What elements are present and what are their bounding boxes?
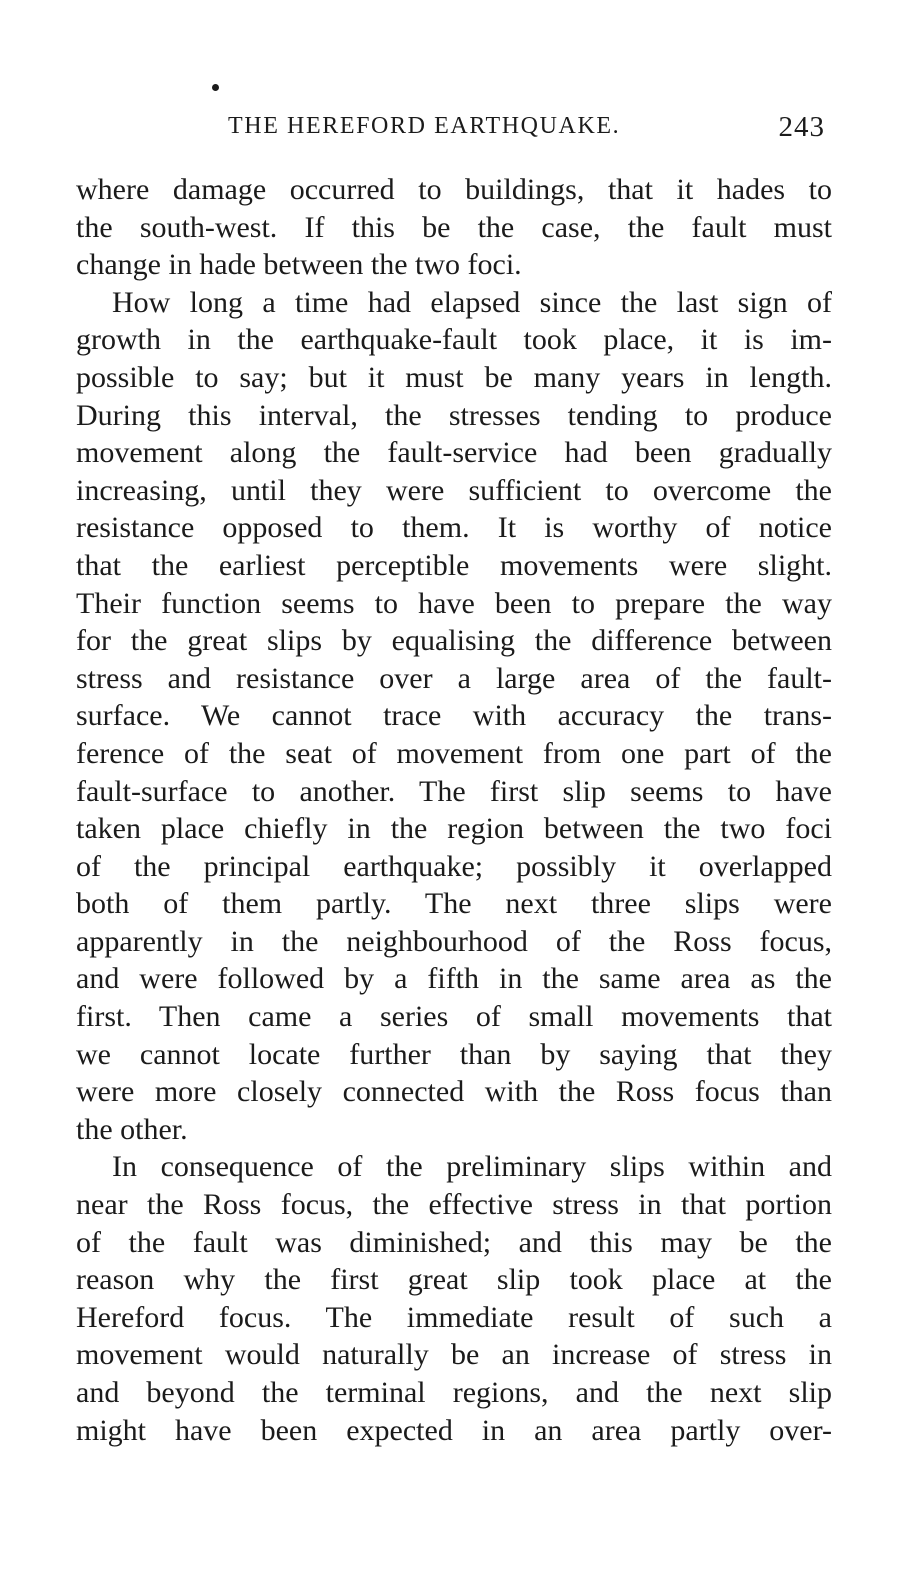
text-line: increasing, until they were sufficient to overcome the (76, 473, 832, 507)
text-line: first. Then came a series of small movements that (76, 1000, 832, 1034)
text-line: possible to say; but it must be many years in length. (76, 360, 832, 394)
text-line: for the great slips by equalising the difference between (76, 624, 832, 658)
text-line: movement would naturally be an increase of stress in (76, 1338, 832, 1372)
paragraph-first-line: In consequence of the preliminary slips within and (112, 1150, 832, 1184)
text-line: of the principal earthquake; possibly it overlapped (76, 849, 832, 883)
running-title: THE HEREFORD EARTHQUAKE. (228, 113, 621, 139)
text-line: we cannot locate further than by saying that they (76, 1037, 832, 1071)
text-line: were more closely connected with the Ross focus than (76, 1075, 832, 1109)
text-line: ference of the seat of movement from one part of the (76, 736, 832, 770)
text-line: might have been expected in an area partly over- (76, 1413, 832, 1447)
text-line: reason why the first great slip took place at the (76, 1263, 832, 1297)
text-line: During this interval, the stresses tending to produce (76, 398, 832, 432)
paragraph-first-line: How long a time had elapsed since the last sign of (112, 285, 832, 319)
text-line: and beyond the terminal regions, and the next slip (76, 1376, 832, 1409)
page-number: 243 (778, 111, 825, 143)
text-line: Their function seems to have been to prepare the way (76, 586, 832, 620)
text-line: resistance opposed to them. It is worthy of notice (76, 511, 832, 545)
text-line: change in hade between the two foci. (76, 248, 522, 282)
text-line: where damage occurred to buildings, that it hades to (76, 173, 832, 206)
text-line: near the Ross focus, the effective stress in that portion (76, 1188, 832, 1222)
text-line: of the fault was diminished; and this may be the (76, 1225, 832, 1259)
text-line: stress and resistance over a large area of the fault- (76, 661, 832, 695)
text-line: growth in the earthquake-fault took place, it is im- (76, 323, 832, 357)
text-line: the other. (76, 1112, 188, 1146)
text-line: taken place chiefly in the region between the two foci (76, 812, 832, 846)
text-line: movement along the fault-service had been gradually (76, 436, 832, 470)
ink-dot (212, 84, 219, 91)
body-text (76, 171, 832, 1449)
text-line: the south-west. If this be the case, the fault must (76, 210, 832, 244)
text-line: Hereford focus. The immediate result of such a (76, 1300, 832, 1334)
text-line: apparently in the neighbourhood of the Ross focus, (76, 924, 832, 958)
text-line: fault-surface to another. The first slip seems to have (76, 774, 832, 808)
text-line: and were followed by a fifth in the same area as the (76, 962, 832, 996)
text-line: that the earliest perceptible movements were slight. (76, 548, 832, 582)
text-line: surface. We cannot trace with accuracy the trans- (76, 699, 832, 733)
text-line: both of them partly. The next three slips were (76, 887, 832, 921)
